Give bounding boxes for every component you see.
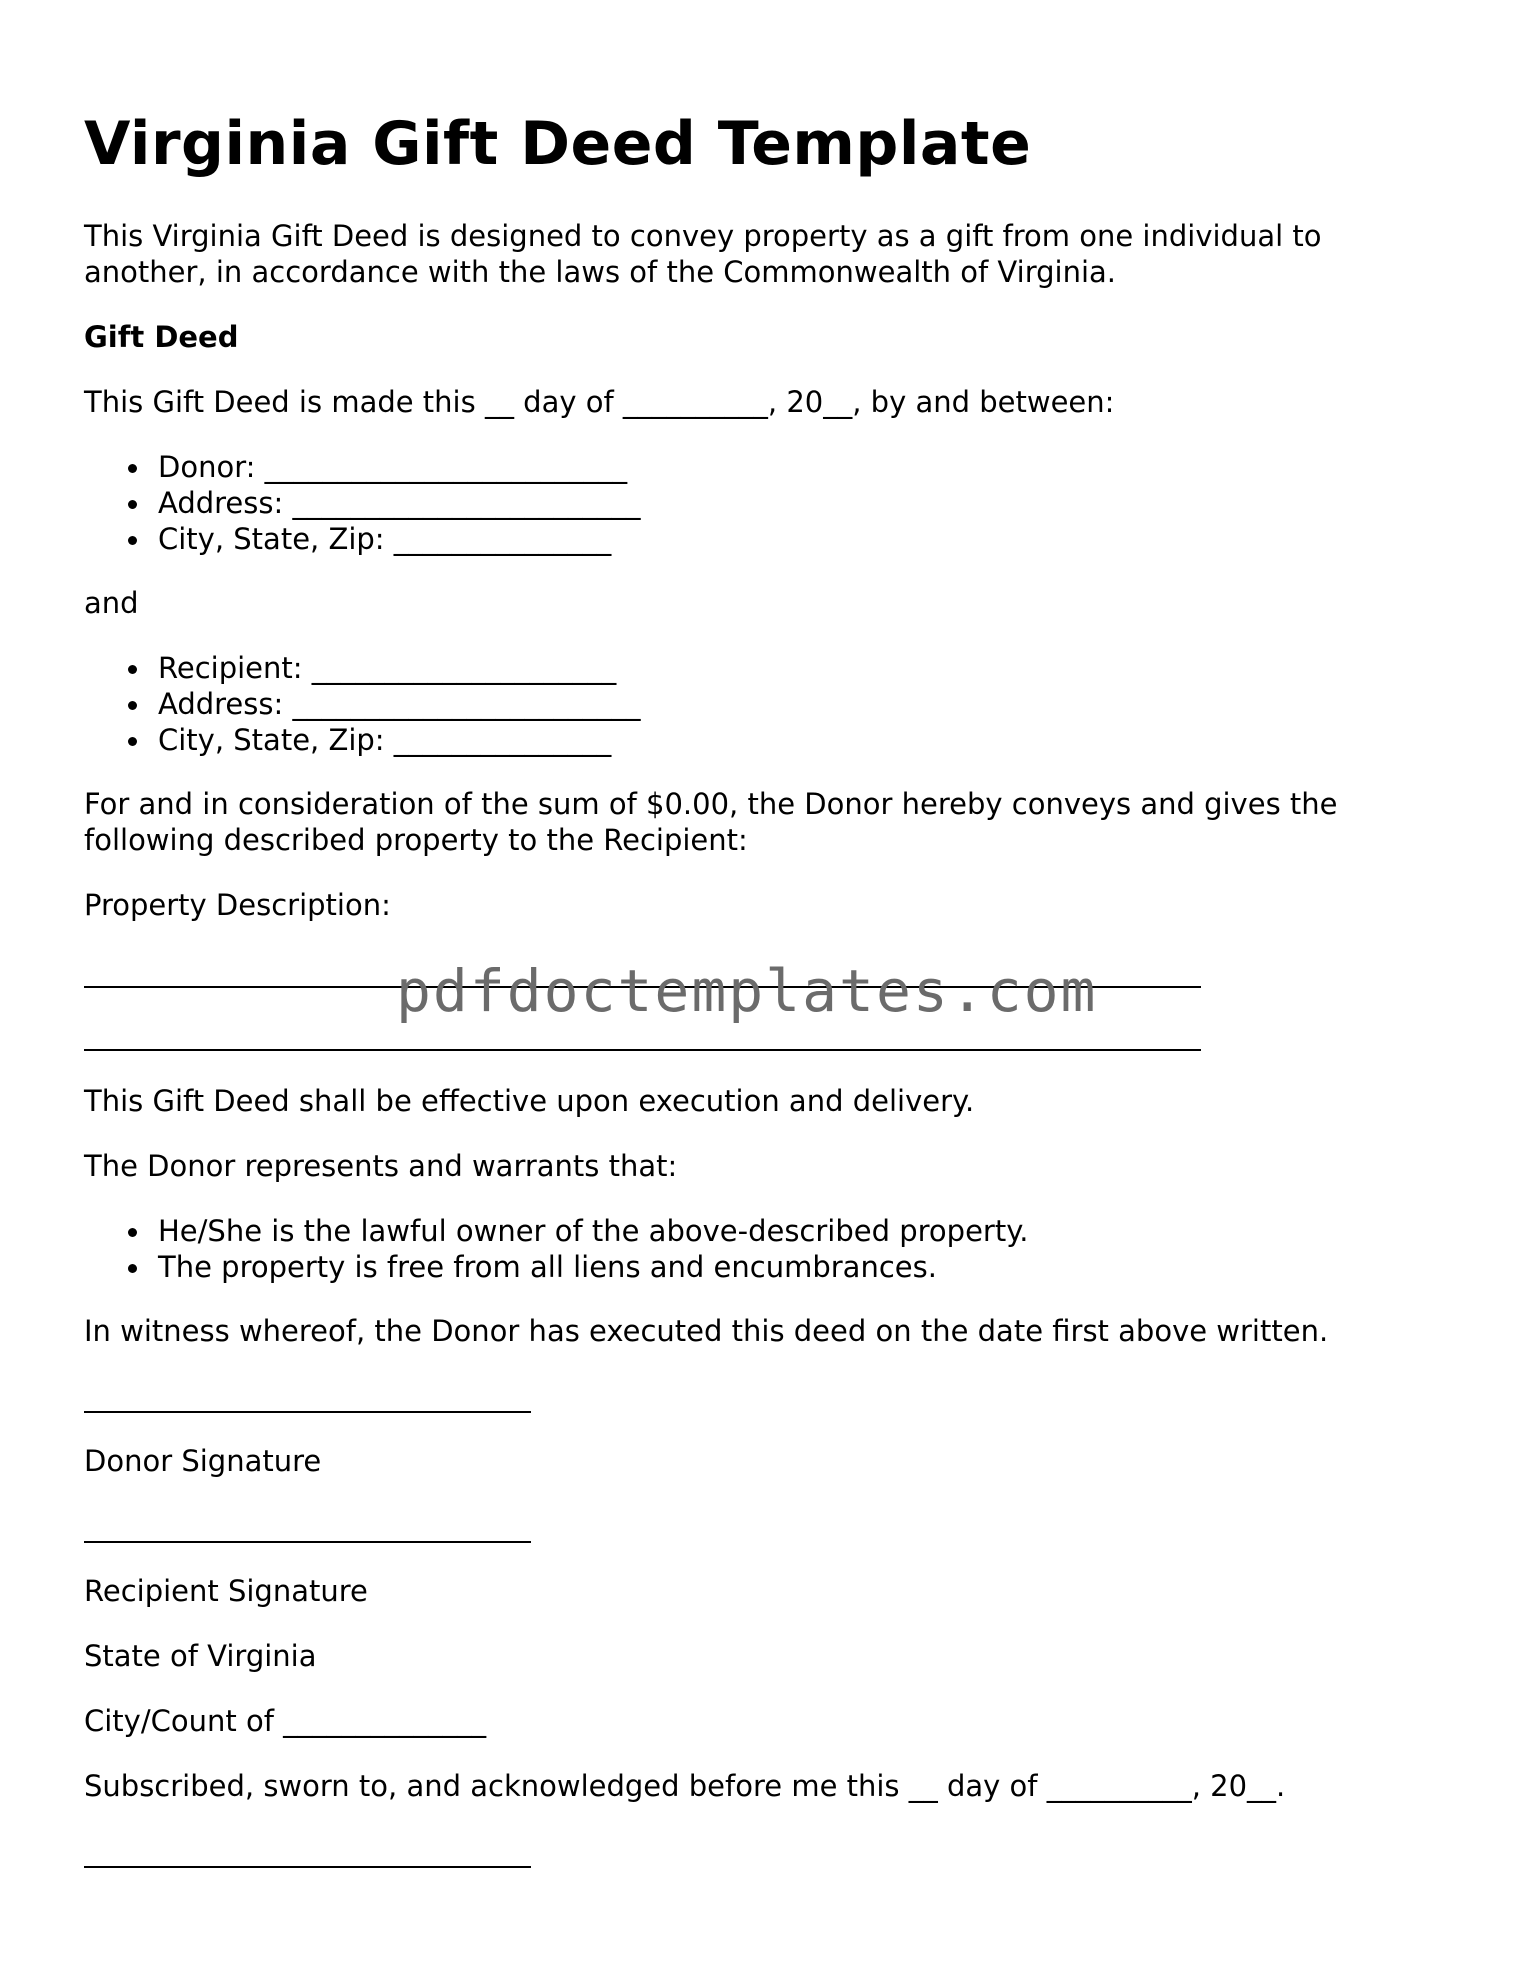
consideration-line-2: following described property to the Recipient: xyxy=(84,823,748,857)
watermark: pdfdoctemplates.com xyxy=(396,957,1098,1025)
donor-signature-label: Donor Signature xyxy=(84,1444,322,1478)
intro-paragraph xyxy=(84,218,1322,290)
county-line: City/Count of ______________ xyxy=(84,1704,487,1738)
recipient-signature-label: Recipient Signature xyxy=(84,1574,368,1608)
donor-signature-line xyxy=(84,1411,531,1413)
consideration-paragraph xyxy=(84,786,1338,858)
list-item: He/She is the lawful owner of the above-described property. xyxy=(84,1213,1028,1249)
and-text: and xyxy=(84,586,139,620)
property-description-label: Property Description: xyxy=(84,888,391,922)
witness-statement: In witness whereof, the Donor has executed this deed on the date first above written. xyxy=(84,1314,1329,1348)
list-item: Recipient: _____________________ xyxy=(84,650,640,686)
intro-line-2: another, in accordance with the laws of the Commonwealth of Virginia. xyxy=(84,255,1116,289)
state-line: State of Virginia xyxy=(84,1639,317,1673)
notary-signature-line xyxy=(84,1866,531,1868)
intro-line-1: This Virginia Gift Deed is designed to convey property as a gift from one individual to xyxy=(84,219,1322,253)
list-item: City, State, Zip: _______________ xyxy=(84,521,640,557)
list-item: City, State, Zip: _______________ xyxy=(84,722,640,758)
warranties-list xyxy=(84,1213,1028,1285)
list-item: Donor: _________________________ xyxy=(84,449,640,485)
consideration-line-1: For and in consideration of the sum of $0.00, the Donor hereby conveys and gives the xyxy=(84,787,1338,821)
section-heading: Gift Deed xyxy=(84,320,239,354)
donor-fields-list xyxy=(84,449,640,557)
recipient-signature-line xyxy=(84,1541,531,1543)
property-description-line-2 xyxy=(84,1049,1201,1051)
recipient-fields-list xyxy=(84,650,640,758)
document-title: Virginia Gift Deed Template xyxy=(84,109,1032,179)
subscribed-line: Subscribed, sworn to, and acknowledged before me this __ day of __________, 20__. xyxy=(84,1769,1286,1803)
list-item: Address: ________________________ xyxy=(84,686,640,722)
list-item: The property is free from all liens and encumbrances. xyxy=(84,1249,1028,1285)
effective-statement: This Gift Deed shall be effective upon execution and delivery. xyxy=(84,1084,975,1118)
made-line: This Gift Deed is made this __ day of __________, 20__, by and between: xyxy=(84,385,1115,419)
warrants-intro: The Donor represents and warrants that: xyxy=(84,1149,678,1183)
list-item: Address: ________________________ xyxy=(84,485,640,521)
